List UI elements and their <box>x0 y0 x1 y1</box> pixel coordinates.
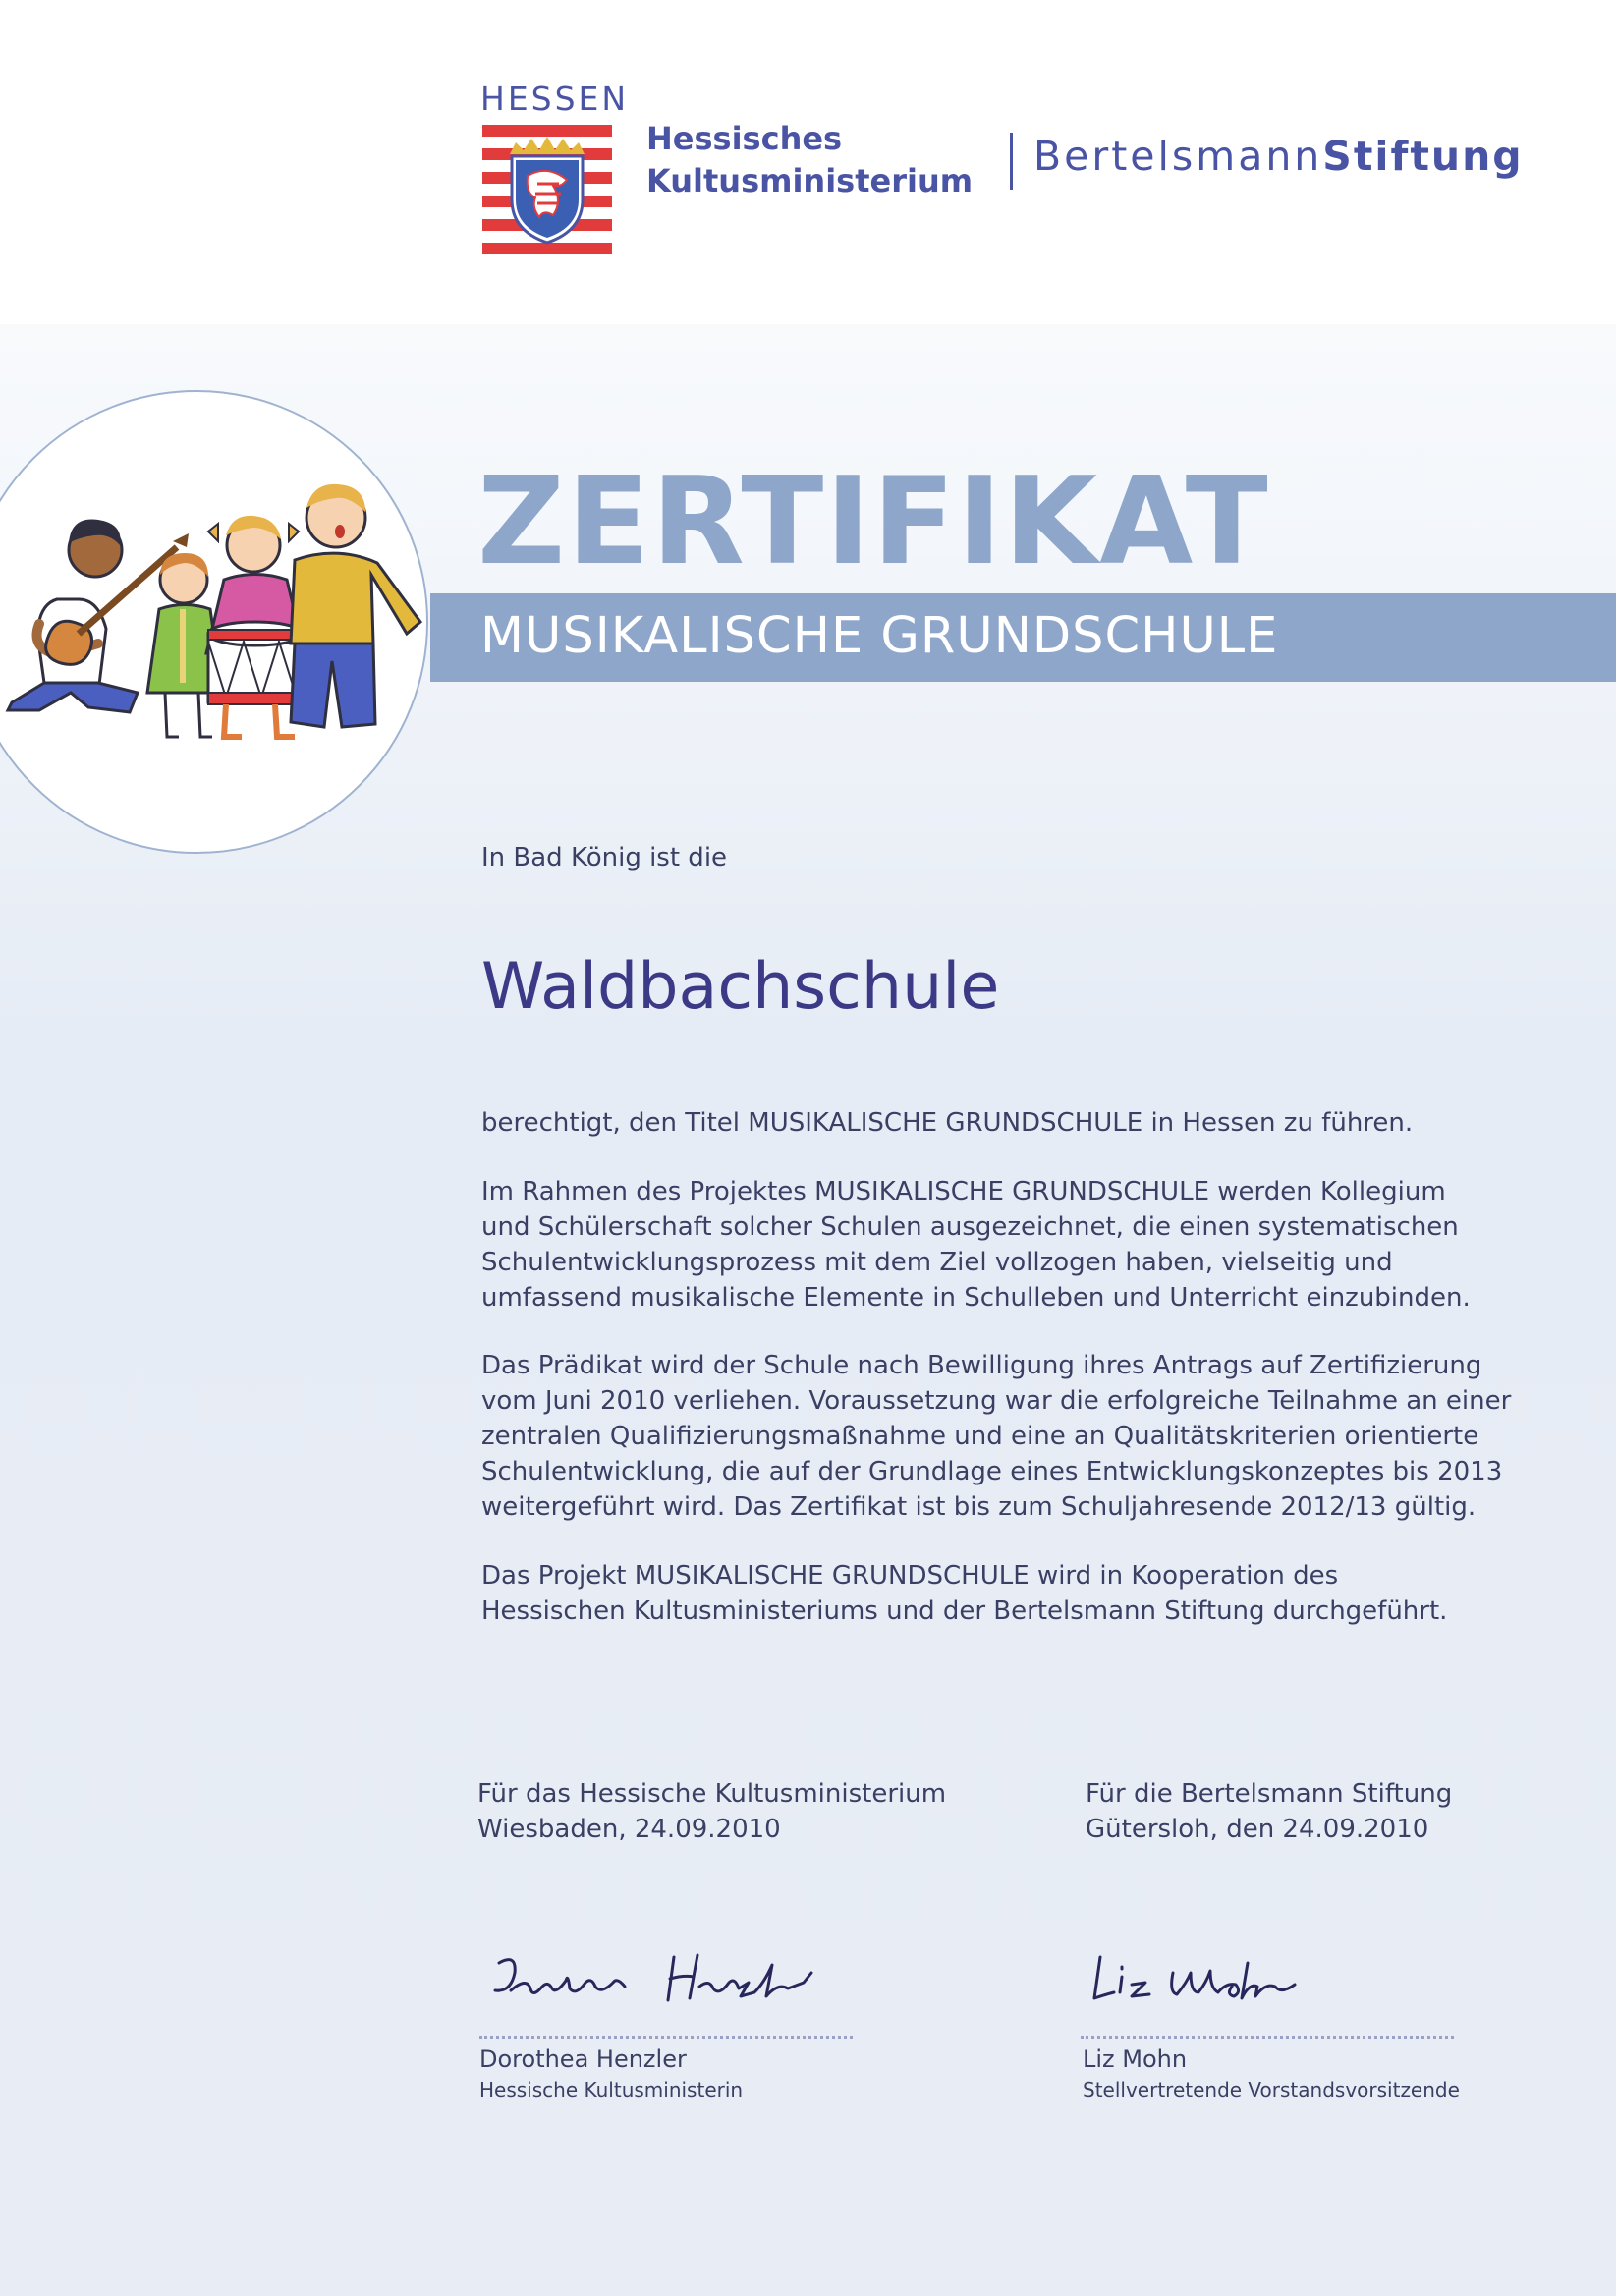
paragraph-project <box>481 1174 1523 1316</box>
paragraph-line: umfassend musikalische Elemente in Schulleben und Unterricht einzubinden. <box>481 1283 1471 1313</box>
signature-line-right <box>1081 2036 1454 2039</box>
header-divider <box>1010 133 1013 190</box>
children-music-illustration <box>0 398 432 850</box>
paragraph-line: Schulentwicklung, die auf der Grundlage eines Entwicklungskonzeptes bis 2013 <box>481 1457 1503 1486</box>
state-name: HESSEN <box>480 80 630 118</box>
foundation-logo <box>1033 133 1524 180</box>
paragraph-line: zentralen Qualifizierungsmaßnahme und eine an Qualitätskriterien orientierte <box>481 1422 1479 1451</box>
paragraph-validity <box>481 1348 1523 1525</box>
paragraph-line: und Schülerschaft solcher Schulen ausgezeichnet, die einen systematischen <box>481 1212 1459 1242</box>
foundation-logo-part1: Bertelsmann <box>1033 133 1323 180</box>
handwritten-signature-mohn <box>1088 1943 1324 2022</box>
paragraph-line: vom Juni 2010 verliehen. Voraussetzung war die erfolgreiche Teilnahme an einer <box>481 1386 1512 1416</box>
hessen-flag-icon <box>482 125 612 254</box>
child-singing <box>291 484 420 727</box>
signature-line-left <box>479 2036 853 2039</box>
signatory-name-left: Dorothea Henzler <box>479 2045 687 2073</box>
school-name: Waldbachschule <box>481 950 1000 1024</box>
paragraph-line: weitergeführt wird. Das Zertifikat ist bis zum Schuljahresende 2012/13 gültig. <box>481 1492 1477 1522</box>
signature-block-foundation <box>1086 1776 1452 1847</box>
certificate-title: ZERTIFIKAT <box>477 452 1270 592</box>
ministry-name-line2: Kultusministerium <box>646 162 974 199</box>
intro-text: In Bad König ist die <box>481 843 728 872</box>
signatory-name-right: Liz Mohn <box>1083 2045 1188 2073</box>
signature-for-line: Für das Hessische Kultusministerium <box>477 1779 947 1809</box>
paragraph-line: Das Prädikat wird der Schule nach Bewilligung ihres Antrags auf Zertifizierung <box>481 1351 1482 1380</box>
signatory-role-left: Hessische Kultusministerin <box>479 2078 744 2101</box>
signatory-role-right: Stellvertretende Vorstandsvorsitzende <box>1083 2078 1460 2101</box>
ministry-name <box>646 118 973 202</box>
signature-place-date: Wiesbaden, 24.09.2010 <box>477 1815 781 1844</box>
paragraph-line: Hessischen Kultusministeriums und der Bertelsmann Stiftung durchgeführt. <box>481 1596 1448 1626</box>
certificate-subtitle: MUSIKALISCHE GRUNDSCHULE <box>480 607 1279 665</box>
signature-place-date: Gütersloh, den 24.09.2010 <box>1086 1815 1429 1844</box>
paragraph-cooperation <box>481 1558 1523 1629</box>
paragraph-line: Im Rahmen des Projektes MUSIKALISCHE GRUNDSCHULE werden Kollegium <box>481 1177 1446 1206</box>
signature-block-ministry <box>477 1776 946 1847</box>
ministry-name-line1: Hessisches <box>646 120 843 157</box>
handwritten-signature-henzler <box>487 1943 841 2022</box>
paragraph-line: Das Projekt MUSIKALISCHE GRUNDSCHULE wird in Kooperation des <box>481 1561 1339 1591</box>
paragraph-line: Schulentwicklungsprozess mit dem Ziel vollzogen haben, vielseitig und <box>481 1248 1393 1277</box>
child-drum <box>206 516 305 737</box>
entitlement-text: berechtigt, den Titel MUSIKALISCHE GRUNDSCHULE in Hessen zu führen. <box>481 1108 1414 1138</box>
signature-for-line: Für die Bertelsmann Stiftung <box>1086 1779 1453 1809</box>
foundation-logo-part2: Stiftung <box>1322 133 1524 180</box>
